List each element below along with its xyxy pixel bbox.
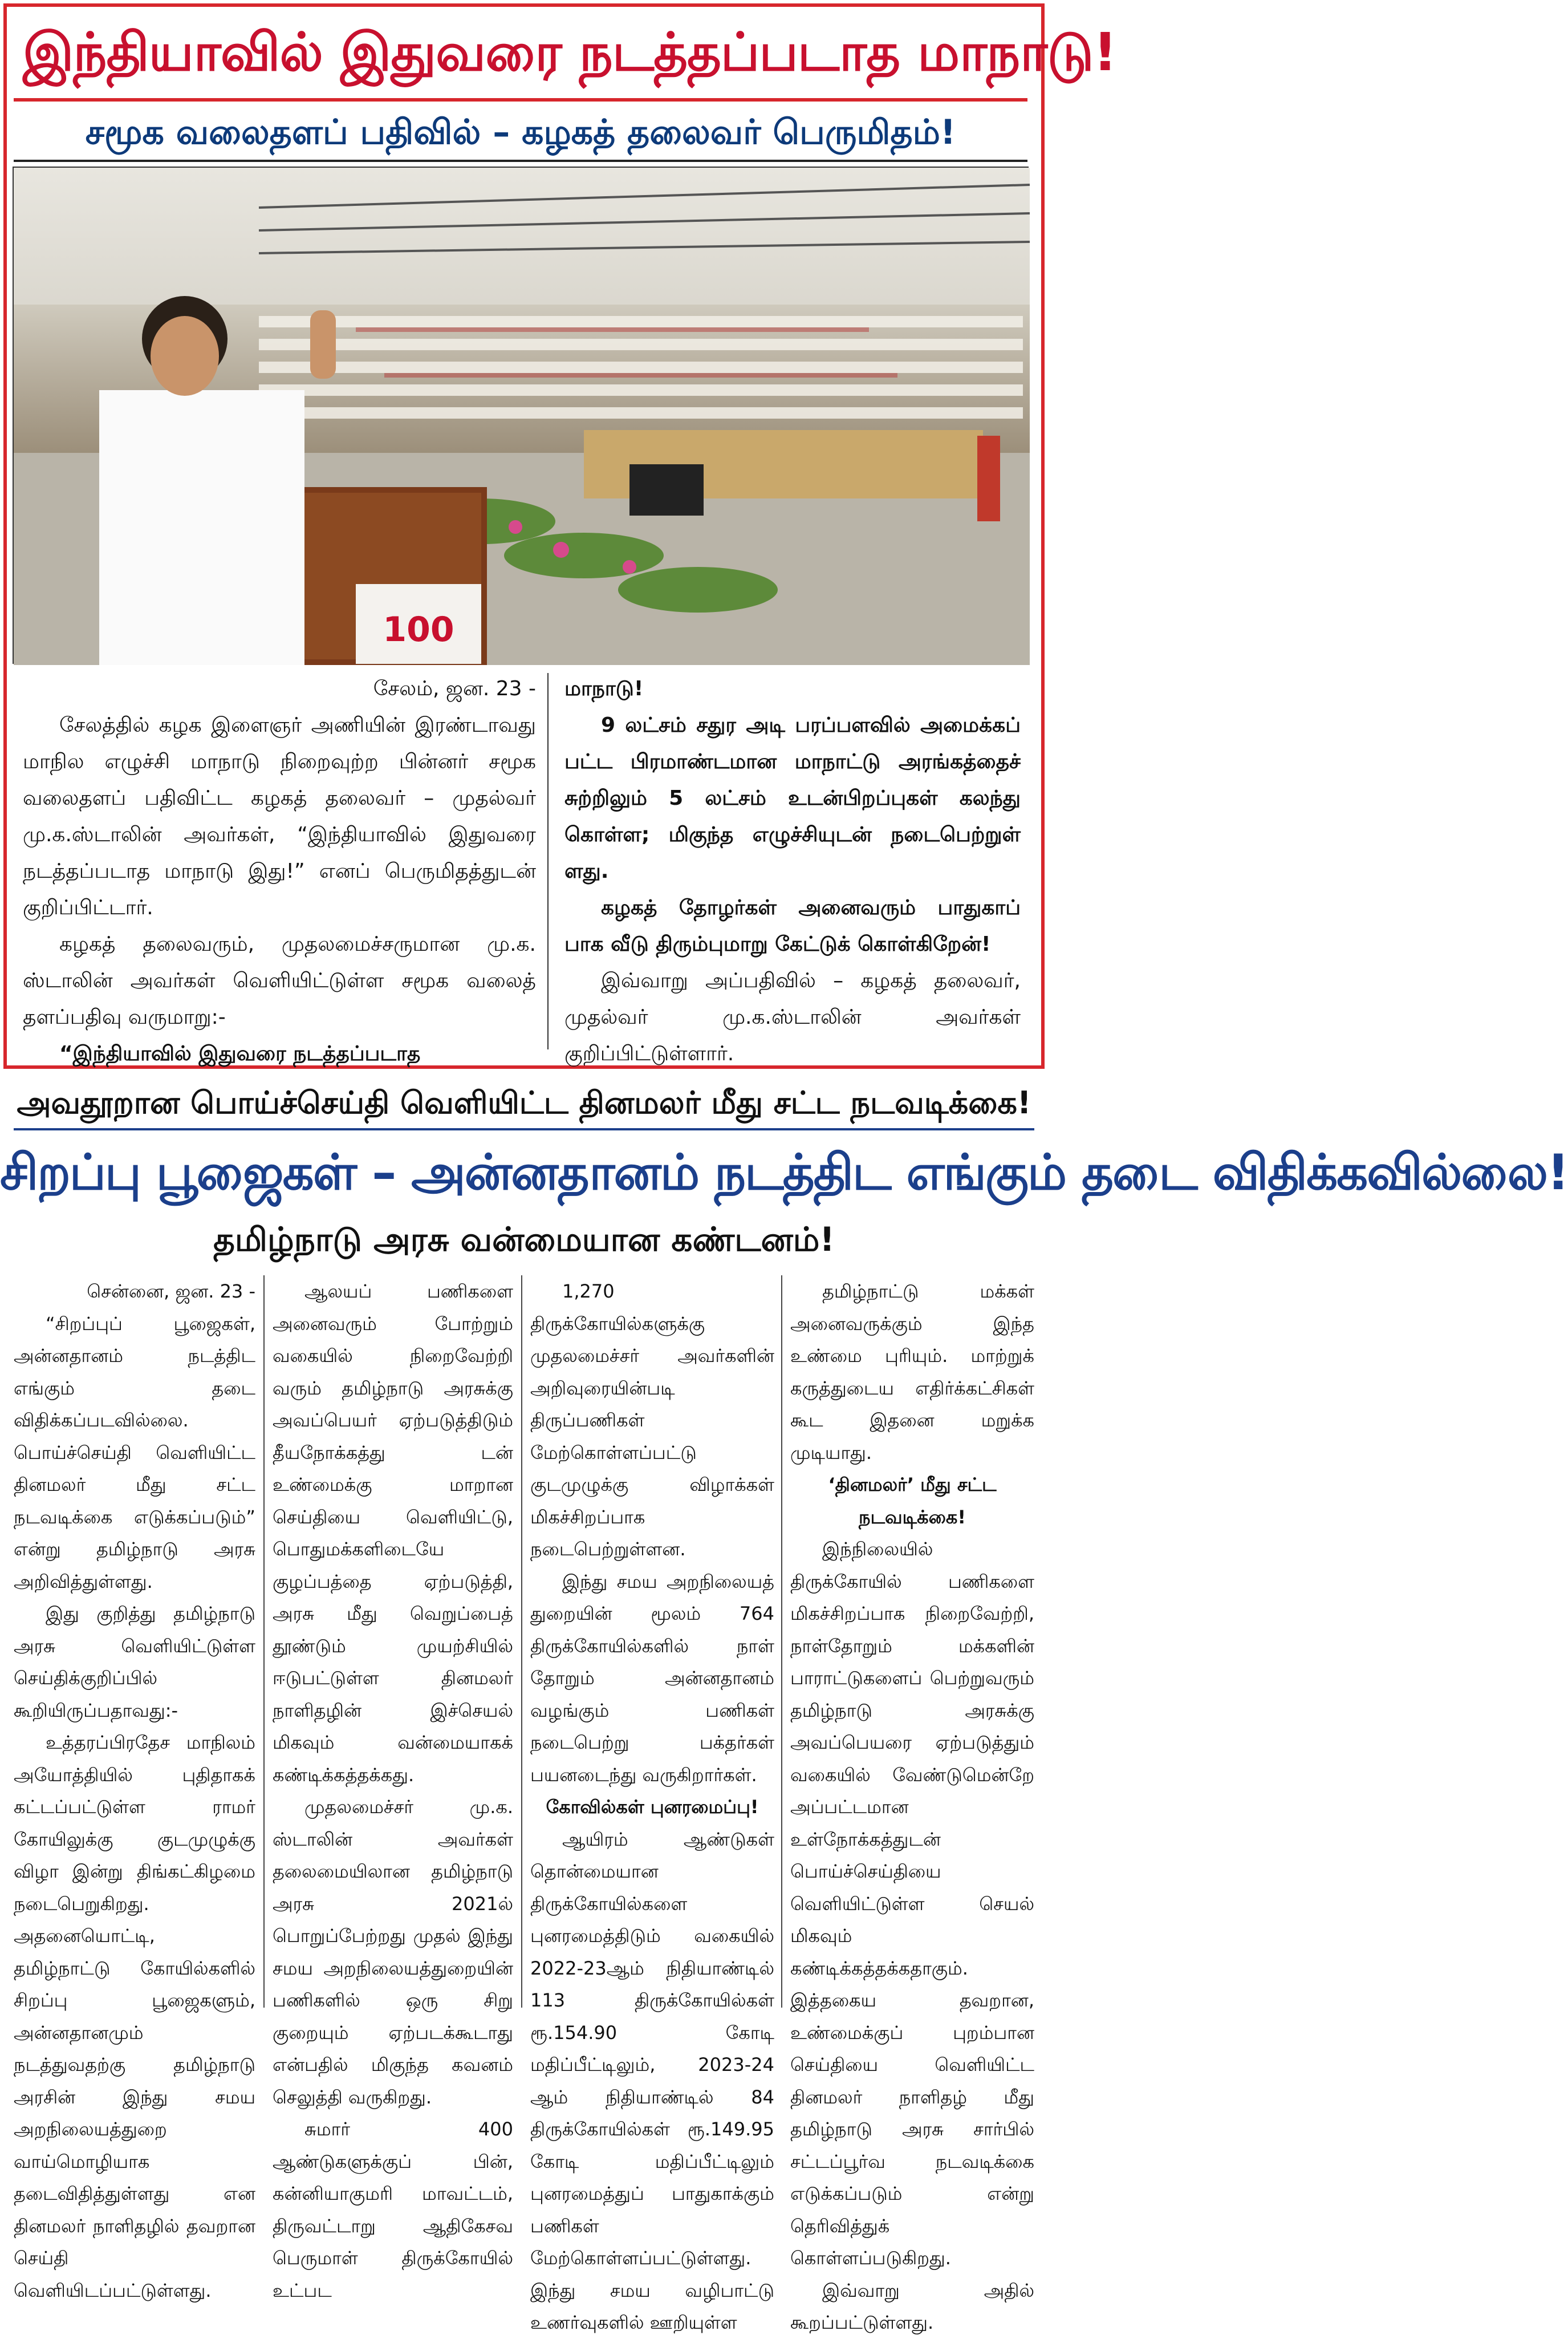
paragraph-bold: கழகத் தோழர்கள் அனைவரும் பாதுகாப் பாக வீடு திரும்புமாறு கேட்டுக் கொள்கிறேன்! (564, 896, 1021, 956)
paragraph: உத்தரப்பிரதேச மாநிலம் அயோத்தியில் புதிதாகக் கட்டப்பட்டுள்ள ராமர் கோயிலுக்கு குடமுழுக்கு விழா இன்று திங்கட்கிழமை நடைபெறுகிறது. அதனையொட்டி, தமிழ்நாட்டு கோயில்களில் சிறப்பு பூஜைகளும், அன்னதானமும் நடத்துவதற்கு தமிழ்நாடு அரசின் இந்து சமய அறநிலையத்துறை வாய்மொழியாக தடைவிதித்துள்ளது என தினமலர் நாளிதழில் தவறான செய்தி வெளியிடப்பட்டுள்ளது. (14, 1732, 255, 2301)
column-divider (521, 1275, 522, 2008)
paragraph-bold: 9 லட்சம் சதுர அடி பரப்பளவில் அமைக்கப் பட்ட பிரமாண்டமான மாநாட்டு அரங்கத்தைச் சுற்றிலும் 5 லட்சம் உடன்பிறப்புகள் கலந்து கொள்ள; மிகுந்த எழுச்சியுடன் நடைபெற்றுள் ளது. (564, 714, 1021, 883)
paragraph: இந்து சமய அறநிலையத் துறையின் மூலம் 764 திருக்கோயில்களில் நாள் தோறும் அன்னதானம் வழங்கும் பணிகள் நடைபெற்று பக்தர்கள் பயனடைந்து வருகிறார்கள். (530, 1570, 774, 1786)
paragraph: தமிழ்நாட்டு மக்கள் அனைவருக்கும் இந்த உண்மை புரியும். மாற்றுக் கருத்துடைய எதிர்க்கட்சிகள் கூட இதனை மறுக்க முடியாது. (790, 1280, 1034, 1464)
headline-rule (14, 98, 1027, 102)
column-4 (790, 1275, 1034, 2339)
dateline: சேலம், ஜன. 23 - (373, 677, 536, 700)
lead-headline: இந்தியாவில் இதுவரை நடத்தப்படாத மாநாடு! (23, 22, 1117, 83)
lead-subheadline: சமூக வலைதளப் பதிவில் – கழகத் தலைவர் பெருமிதம்! (85, 112, 956, 152)
paragraph: இது குறித்து தமிழ்நாடு அரசு வெளியிட்டுள்ள செய்திக்குறிப்பில் கூறியிருப்பதாவது:- (14, 1603, 255, 1721)
paragraph: முதலமைச்சர் மு.க. ஸ்டாலின் அவர்கள் தலைமையிலான தமிழ்நாடு அரசு 2021ல் பொறுப்பேற்றது முதல் இந்து சமய அறநிலையத்துறையின் பணிகளில் ஒரு சிறு குறையும் ஏற்படக்கூடாது என்பதில் மிகுந்த கவனம் செலுத்தி வருகிறது. (273, 1796, 513, 2108)
lead-column-right (564, 671, 1021, 1072)
paragraph: ஆலயப் பணிகளை அனைவரும் போற்றும் வகையில் நிறைவேற்றி வரும் தமிழ்நாடு அரசுக்கு அவப்பெயர் ஏற்படுத்திடும் தீயநோக்கத்து டன் உண்மைக்கு மாறான செய்தியை வெளியிட்டு, பொதுமக்களிடையே குழப்பத்தை ஏற்படுத்தி, அரசு மீது வெறுப்பைத் தூண்டும் முயற்சியில் ஈடுபட்டுள்ள தினமலர் நாளிதழின் இச்செயல் மிகவும் வன்மையாகக் கண்டிக்கத்தக்கது. (273, 1280, 513, 1786)
lead-column-left (23, 671, 536, 1072)
column-divider (263, 1275, 265, 2008)
second-headline: சிறப்பு பூஜைகள் – அன்னதானம் நடத்திட எங்கும் தடை விதிக்கவில்லை! (0, 1144, 1568, 1201)
paragraph: இந்நிலையில் திருக்கோயில் பணிகளை மிகச்சிறப்பாக நிறைவேற்றி, நாள்தோறும் மக்களின் பாராட்டுகளைப் பெற்றுவரும் தமிழ்நாடு அரசுக்கு அவப்பெயரை ஏற்படுத்தும் வகையில் வேண்டுமென்றே அப்பட்டமான உள்நோக்கத்துடன் பொய்ச்செய்தியை வெளியிட்டுள்ள செயல் மிகவும் கண்டிக்கத்தக்கதாகும். இத்தகைய தவறான, உண்மைக்குப் புறம்பான செய்தியை வெளியிட்ட தினமலர் நாளிதழ் மீது தமிழ்நாடு அரசு சார்பில் சட்டப்பூர்வ நடவடிக்கை எடுக்கப்படும் என்று தெரிவித்துக் கொள்ளப்படுகிறது. (790, 1538, 1034, 2269)
column-1 (14, 1275, 255, 2306)
conference-photo (13, 167, 1029, 664)
dateline: சென்னை, ஜன. 23 - (87, 1280, 255, 1302)
subheadline-rule (14, 160, 1027, 162)
subhead: ‘தினமலர்’ மீது சட்ட நடவடிக்கை! (828, 1474, 997, 1528)
kicker-rule (14, 1128, 1034, 1130)
paragraph: 1,270 திருக்கோயில்களுக்கு முதலமைச்சர் அவர்களின் அறிவுரையின்படி திருப்பணிகள் மேற்கொள்ளப்பட்டு குடமுழுக்கு விழாக்கள் மிகச்சிறப்பாக நடைபெற்றுள்ளன. (530, 1280, 774, 1560)
second-subheadline: தமிழ்நாடு அரசு வன்மையான கண்டனம்! (213, 1220, 835, 1259)
second-kicker: அவதூறான பொய்ச்செய்தி வெளியிட்ட தினமலர் மீது சட்ட நடவடிக்கை! (17, 1085, 1031, 1121)
paragraph: சேலத்தில் கழக இளைஞர் அணியின் இரண்டாவது மாநில எழுச்சி மாநாடு நிறைவுற்ற பின்னர் சமூக வலைதளப் பதிவிட்ட கழகத் தலைவர் – முதல்வர் மு.க.ஸ்டாலின் அவர்கள், “இந்தியாவில் இதுவரை நடத்தப்படாத மாநாடு இது!” எனப் பெருமிதத்துடன் குறிப்பிட்டார். (23, 714, 536, 919)
column-3 (530, 1275, 774, 2339)
paragraph: இவ்வாறு அதில் கூறப்பட்டுள்ளது. (790, 2279, 1034, 2333)
paragraph: இவ்வாறு அப்பதிவில் – கழகத் தலைவர், முதல்வர் மு.க.ஸ்டாலின் அவர்கள் குறிப்பிட்டுள்ளார். (564, 969, 1021, 1065)
subhead: கோவில்கள் புனரமைப்பு! (546, 1796, 759, 1818)
paragraph: ஆயிரம் ஆண்டுகள் தொன்மையான திருக்கோயில்களை புனரமைத்திடும் வகையில் 2022-23ஆம் நிதியாண்டில் 113 திருக்கோயில்கள் ரூ.154.90 கோடி மதிப்பீட்டிலும், 2023-24 ஆம் நிதியாண்டில் 84 திருக்கோயில்கள் ரூ.149.95 கோடி மதிப்பீட்டிலும் புனரமைத்துப் பாதுகாக்கும் பணிகள் மேற்கொள்ளப்பட்டுள்ளது. இந்து சமய வழிபாட்டு உணர்வுகளில் ஊறியுள்ள (530, 1828, 774, 2333)
paragraph: சுமார் 400 ஆண்டுகளுக்குப் பின், கன்னியாகுமரி மாவட்டம், திருவட்டாறு ஆதிகேசவ பெருமாள் திருக்கோயில் உட்பட (273, 2118, 513, 2301)
paragraph: “சிறப்புப் பூஜைகள், அன்னதானம் நடத்திட எங்கும் தடை விதிக்கப்படவில்லை. பொய்ச்செய்தி வெளியிட்ட தினமலர் மீது சட்ட நடவடிக்கை எடுக்கப்படும்” என்று தமிழ்நாடு அரசு அறிவித்துள்ளது. (14, 1312, 255, 1592)
quote-continuation: மாநாடு! (564, 677, 644, 700)
second-article-columns (14, 1275, 1034, 2333)
column-2 (273, 1275, 513, 2306)
column-divider (547, 673, 549, 1049)
quote-start: “இந்தியாவில் இதுவரை நடத்தப்படாத (59, 1042, 421, 1065)
paragraph: கழகத் தலைவரும், முதலமைச்சருமான மு.க. ஸ்டாலின் அவர்கள் வெளியிட்டுள்ள சமூக வலைத் தளப்பதிவு வருமாறு:- (23, 933, 536, 1029)
column-divider (781, 1275, 782, 2008)
centenary-logo-text: 100 (383, 610, 454, 650)
